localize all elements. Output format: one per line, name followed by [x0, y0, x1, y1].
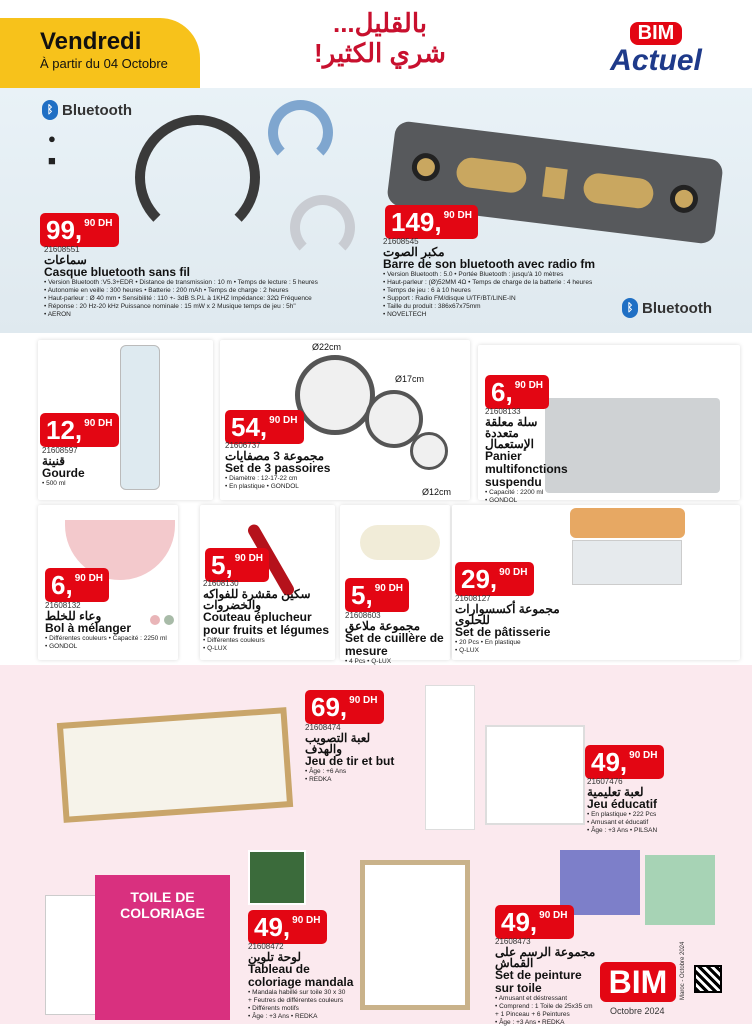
product-details: • Âge : +6 Ans • REDKA — [305, 768, 347, 783]
product-details: • 20 Pcs • En plastique • Q-LUX — [455, 639, 521, 654]
price-tag — [225, 410, 304, 444]
actuel-logo: Actuel — [610, 44, 702, 77]
price-decimal: 90 DH — [499, 567, 528, 578]
price-decimal: 90 DH — [84, 418, 113, 429]
product-details: • 4 Pcs • Q-LUX — [345, 658, 392, 665]
product-info — [495, 936, 597, 1027]
product-code: 21608603 — [345, 611, 381, 620]
flyer-header — [0, 0, 752, 88]
product-name: Couteau éplucheur pour fruits et légumes — [203, 610, 330, 637]
size-label-17: Ø17cm — [395, 374, 425, 384]
price-decimal: 90 DH — [629, 750, 658, 761]
product-name-arabic: لوحة تلوين — [248, 950, 302, 964]
sample-painting-2-image — [645, 855, 715, 925]
price-integer: 6, — [51, 570, 73, 600]
price-tag — [205, 548, 269, 582]
product-info — [485, 406, 568, 505]
price-integer: 49, — [254, 912, 291, 942]
size-label-22: Ø22cm — [312, 342, 342, 352]
product-name: Panier multifonctions suspendu — [485, 449, 568, 489]
windows-icon: ■ — [48, 153, 56, 168]
product-details: • Amusant et déstressant • Comprend : 1 Toile de 25x35 cm + 1 Pinceau + 6 Peintures • Âge : +3 Ans • REDKA — [495, 995, 593, 1026]
price-integer: 49, — [591, 747, 628, 777]
product-name: Bol à mélanger — [45, 621, 132, 635]
price-tag — [45, 568, 109, 602]
price-integer: 69, — [311, 692, 348, 722]
strainer-large-image — [295, 355, 375, 435]
day-label: Vendredi — [40, 28, 142, 55]
price-decimal: 90 DH — [84, 218, 113, 229]
product-name: Set de pâtisserie — [455, 625, 551, 639]
product-name-arabic: سماعات — [44, 253, 87, 267]
product-name-arabic: لعبة تعليمية — [587, 785, 644, 799]
hanging-basket-image — [545, 398, 720, 493]
product-name-arabic: مجموعة ملاعق — [345, 619, 420, 633]
product-info — [225, 440, 335, 491]
blue-headphones-image — [268, 100, 333, 165]
product-name-arabic: مجموعة الرسم على القماش — [495, 945, 596, 970]
price-tag — [485, 375, 549, 409]
product-name-arabic: وعاء للخلط — [45, 609, 102, 623]
product-code: 21608473 — [495, 937, 531, 946]
product-info — [42, 445, 122, 488]
bottle-image — [120, 345, 160, 490]
product-details: • Diamètre : 12-17-22 cm • En plastique • GONDOL — [225, 475, 299, 490]
product-code: 21608130 — [203, 579, 239, 588]
product-code: 21608597 — [42, 446, 78, 455]
product-details: • Version Bluetooth : 5.0 • Portée Bluetooth : jusqu'à 10 mètres • Haut-parleur : (Ø)52MM 4Ω • Temps de charge de la batterie : 4 heures • Temps de jeu : 6 à 10 heures • Support : Radio FM/disque U/TF/BT/LINE-IN • Taille du produit : 386x67x75mm • NOVELTECH — [383, 271, 593, 318]
product-name: Set de peinture sur toile — [495, 968, 582, 995]
price-tag — [305, 690, 384, 724]
headphones-image — [135, 115, 260, 240]
size-label-12: Ø12cm — [422, 487, 452, 497]
product-name: Gourde — [42, 466, 85, 480]
pastry-box-lid-image — [570, 508, 685, 538]
product-code: 21608472 — [248, 942, 284, 951]
product-code: 21608127 — [455, 594, 491, 603]
product-info — [44, 244, 374, 319]
bluetooth-logo — [42, 100, 132, 120]
product-code: 21608551 — [44, 245, 80, 254]
price-decimal: 90 DH — [234, 553, 264, 564]
product-code: 21608133 — [485, 407, 521, 416]
slogan-line-1: بالقليل... — [332, 8, 428, 38]
qr-code[interactable] — [694, 965, 722, 993]
product-info — [305, 722, 405, 784]
price-tag — [248, 910, 327, 944]
price-integer: 5, — [351, 580, 373, 610]
owl-mandala-image — [248, 850, 306, 905]
paint-canvas-image — [360, 860, 470, 1010]
strainer-small-image — [410, 432, 448, 470]
price-integer: 6, — [491, 377, 513, 407]
letter-cards-image — [425, 685, 475, 830]
slogan-line-2: شري الكثير! — [314, 38, 446, 68]
price-integer: 99, — [46, 215, 83, 245]
product-details: • Version Bluetooth :V5.3+EDR • Distance de transmission : 10 m • Temps de lecture : 5 heures • Autonomie en veille : 300 heures • Batterie : 200 mAh • Temps de charge : 2 heures • Haut-parleur : Ø 40 mm • Sensibilité : 110 +- 3dB S.P.L à 1KHZ Impédance: 32Ω Fréquence • Réponse : 20 Hz-20 kHz Puissance nominale : 15 mW x 2 Musique temps de jeu : 5h" • AERON — [44, 279, 318, 318]
product-info — [345, 610, 450, 666]
price-integer: 149, — [391, 207, 442, 237]
product-details: • En plastique • 222 Pcs • Amusant et éducatif • Âge : +3 Ans • PILSAN — [587, 811, 658, 834]
product-name: Barre de son bluetooth avec radio fm — [383, 257, 596, 271]
product-name-arabic: مجموعة 3 مصفايات — [225, 449, 325, 463]
price-integer: 54, — [231, 412, 268, 442]
product-name: Tableau de coloriage mandala — [248, 962, 354, 989]
product-name: Set de 3 passoires — [225, 461, 331, 475]
price-tag — [385, 205, 478, 239]
product-details: • Mandala habillé sur toile 30 x 30 + Feutres de différentes couleurs • Différents motifs • Âge : +3 Ans • REDKA — [248, 989, 346, 1020]
product-info — [248, 941, 358, 1021]
bim-logo: BIM — [630, 22, 682, 45]
bluetooth-text: Bluetooth — [642, 299, 712, 317]
price-tag — [455, 562, 534, 596]
bluetooth-icon: ᛒ — [622, 298, 638, 318]
product-info — [203, 578, 333, 653]
price-integer: 5, — [211, 550, 233, 580]
price-integer: 49, — [501, 907, 538, 937]
product-name-arabic: مجموعة أكسسوارات للحلوى — [455, 602, 560, 627]
educational-game-box-image — [485, 725, 585, 825]
sling-game-board-image — [57, 707, 293, 823]
price-tag — [40, 213, 119, 247]
product-name: Jeu éducatif — [587, 797, 658, 811]
pastry-box-image — [572, 540, 682, 585]
product-name-arabic: مكبر الصوت — [383, 245, 445, 259]
price-tag — [495, 905, 574, 939]
price-decimal: 90 DH — [349, 695, 378, 706]
start-date: À partir du 04 Octobre — [40, 56, 168, 71]
product-name: Set de cuillère de mesure — [345, 631, 444, 658]
product-code: 21608474 — [305, 723, 341, 732]
footer-side-text: Maroc - Octobre 2024 — [680, 941, 686, 1000]
product-name-arabic: سلة معلقة متعددة الإستعمال — [485, 415, 538, 451]
product-name-arabic: قنينة — [42, 454, 66, 468]
product-name-arabic: سكين مقشرة للفواكه والخضروات — [203, 587, 311, 612]
date-banner — [0, 18, 200, 88]
price-tag — [345, 578, 409, 612]
product-code: 21608132 — [45, 601, 81, 610]
price-decimal: 90 DH — [514, 380, 544, 391]
product-details: • Capacité : 2200 ml • GONDOL — [485, 489, 544, 504]
footer-bim-logo: BIM — [600, 962, 676, 1002]
product-name: Jeu de tir et but — [305, 754, 395, 768]
product-info — [455, 593, 565, 655]
price-tag — [40, 413, 119, 447]
price-decimal: 90 DH — [443, 210, 472, 221]
coloring-box-image — [95, 875, 230, 1020]
box-title: TOILE DE COLORIAGE — [120, 889, 205, 921]
product-info — [383, 236, 618, 319]
price-decimal: 90 DH — [539, 910, 568, 921]
price-decimal: 90 DH — [269, 415, 298, 426]
product-code: 21607476 — [587, 777, 623, 786]
product-info — [45, 600, 180, 651]
bim-actuel-logo — [600, 22, 712, 77]
measuring-spoons-image — [360, 525, 440, 560]
product-name: Casque bluetooth sans fil — [44, 265, 191, 279]
product-info — [587, 776, 737, 835]
slogan — [280, 8, 480, 68]
platform-icons — [48, 128, 60, 172]
bluetooth-logo-2 — [622, 298, 712, 318]
bluetooth-text: Bluetooth — [62, 101, 132, 119]
price-integer: 12, — [46, 415, 83, 445]
price-tag — [585, 745, 664, 779]
product-details: • Différentes couleurs • Q-LUX — [203, 637, 265, 652]
price-decimal: 90 DH — [74, 573, 104, 584]
product-code: 21608545 — [383, 237, 419, 246]
footer-month: Octobre 2024 — [610, 1006, 665, 1016]
price-decimal: 90 DH — [374, 583, 404, 594]
price-decimal: 90 DH — [292, 915, 321, 926]
product-name-arabic: لعبة التصويب والهدف — [305, 731, 371, 756]
price-integer: 29, — [461, 564, 498, 594]
product-details: • 500 ml — [42, 480, 66, 487]
android-icon: ● — [48, 131, 56, 146]
product-details: • Différentes couleurs • Capacité : 2250 ml • GONDOL — [45, 635, 167, 650]
bluetooth-icon: ᛒ — [42, 100, 58, 120]
product-code: 21606737 — [225, 441, 261, 450]
